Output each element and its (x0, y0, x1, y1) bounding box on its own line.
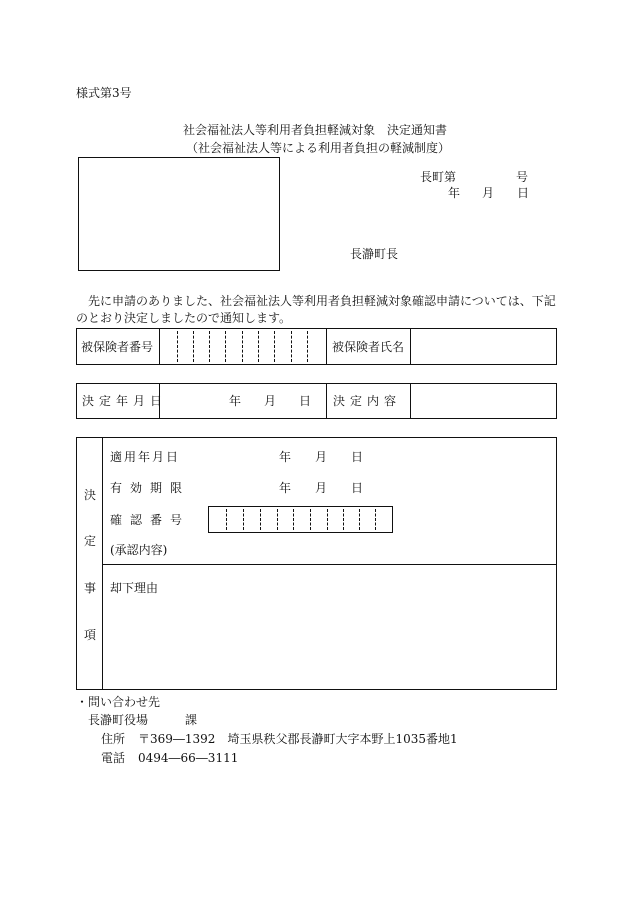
form-number: 様式第3号 (76, 86, 132, 100)
valid-period-year: 年 (279, 481, 292, 495)
decision-date-month: 月 (264, 394, 277, 408)
body-text-line1: 先に申請のありました、社会福祉法人等利用者負担軽減対象確認申請については、下記 (88, 294, 556, 308)
decision-date-label: 決定年月日 (82, 394, 168, 408)
apply-date-day: 日 (351, 450, 364, 464)
rejection-reason-label: 却下理由 (110, 581, 159, 595)
side-label-char-2: 定 (84, 534, 97, 548)
valid-period-label: 有効期限 (110, 481, 191, 495)
valid-period-month: 月 (315, 481, 328, 495)
contact-header: ・問い合わせ先 (76, 695, 161, 709)
date-month: 月 (482, 186, 495, 200)
insured-number-field[interactable] (160, 329, 325, 364)
confirm-number-label: 確認番号 (110, 513, 191, 527)
issuer-name: 長瀞町長 (350, 247, 399, 261)
doc-number-prefix: 長町第 (420, 170, 457, 184)
decision-content-label: 決定内容 (333, 394, 402, 408)
confirm-number-field[interactable] (208, 506, 393, 533)
contact-address-label: 住所 (101, 732, 126, 746)
apply-date-month: 月 (315, 450, 328, 464)
date-day: 日 (517, 186, 530, 200)
apply-date-year: 年 (279, 450, 292, 464)
side-label-char-4: 項 (84, 628, 97, 642)
body-text-line2: のとおり決定しましたので通知します。 (76, 311, 292, 325)
document-subtitle: （社会福祉法人等による利用者負担の軽減制度） (186, 141, 451, 155)
apply-date-label: 適用年月日 (110, 450, 181, 464)
contact-section: 課 (185, 713, 198, 727)
approval-content-label: (承認内容) (110, 543, 168, 557)
decision-date-day: 日 (299, 394, 312, 408)
valid-period-day: 日 (351, 481, 364, 495)
insured-name-label: 被保険者氏名 (332, 340, 405, 354)
document-title: 社会福祉法人等利用者負担軽減対象 決定通知書 (183, 123, 448, 137)
side-label-char-3: 事 (84, 581, 97, 595)
side-label-char-1: 決 (84, 488, 97, 502)
contact-office: 長瀞町役場 (88, 713, 149, 727)
doc-number-suffix: 号 (516, 170, 529, 184)
date-year: 年 (448, 186, 461, 200)
insured-number-label: 被保険者番号 (81, 340, 154, 354)
contact-address: 〒369―1392 埼玉県秩父郡長瀞町大字本野上1035番地1 (138, 732, 458, 746)
recipient-address-box (78, 157, 280, 271)
decision-date-year: 年 (229, 394, 242, 408)
contact-phone-label: 電話 (101, 751, 126, 765)
contact-phone: 0494―66―3111 (138, 751, 239, 765)
